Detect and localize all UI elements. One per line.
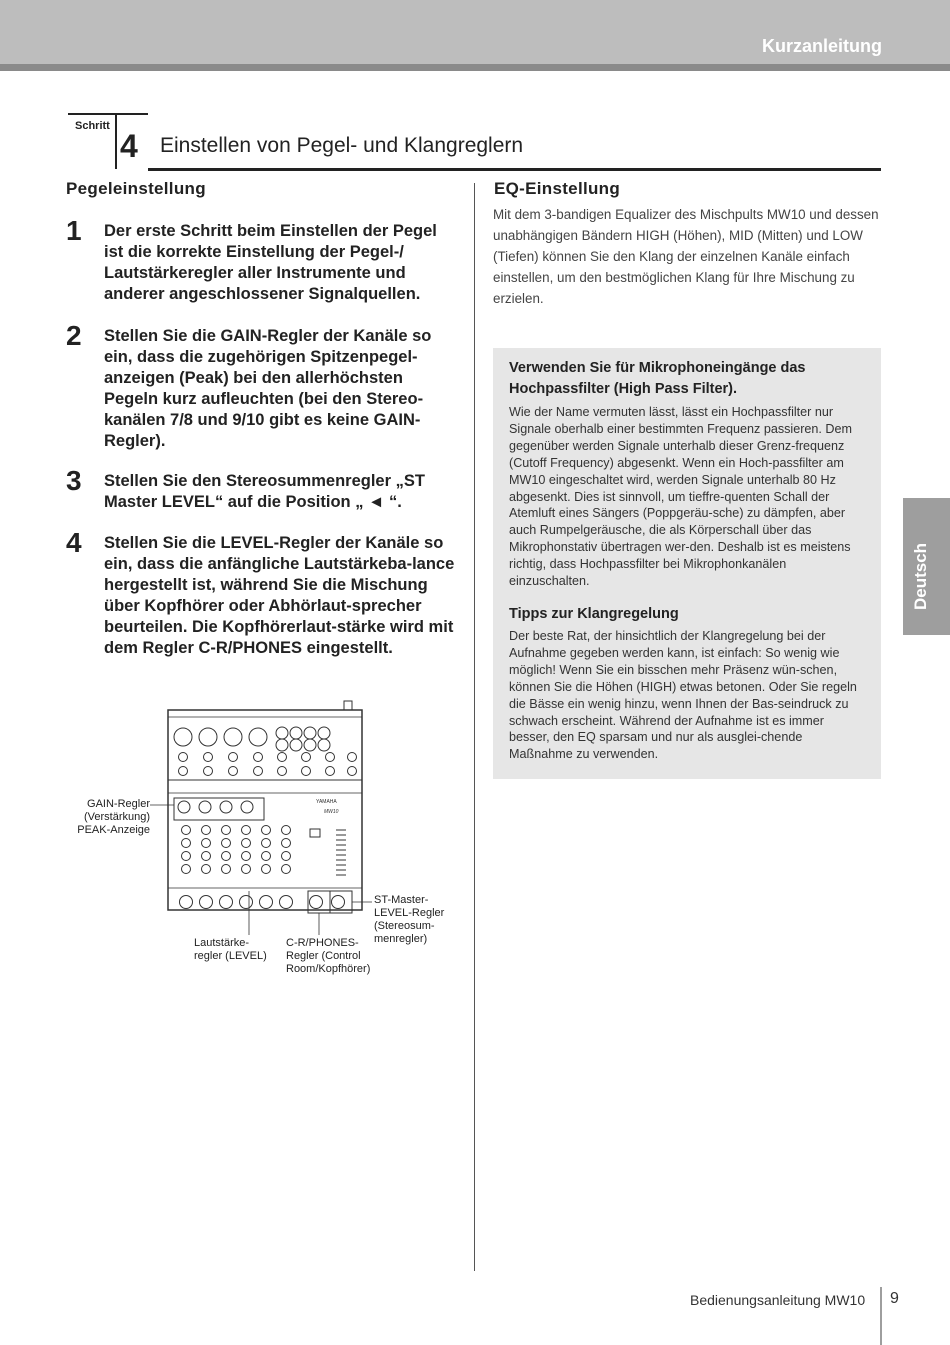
eq-heading: EQ-Einstellung xyxy=(494,179,621,198)
section-rule xyxy=(148,168,881,171)
column-divider xyxy=(474,183,475,1271)
header-stripe xyxy=(0,64,950,71)
step-2-text: Stellen Sie die GAIN-Regler der Kanäle so ein, dass die zugehörigen Spitzenpegel-anzeigen (Peak) bei den allerhöchsten Pegeln kurz aufleuchten (bei den Stereo-kanälen 7/8 und 9/10 gibt es keine GAIN-Regler). xyxy=(104,327,432,450)
callout-gain: GAIN-Regler (Verstärkung) PEAK-Anzeige xyxy=(77,798,150,836)
callout-st-master: ST-Master-LEVEL-Regler (Stereosum-menregler) xyxy=(374,894,445,945)
mixer-brand: YAMAHA xyxy=(316,799,337,805)
step-2-number: 2 xyxy=(66,320,82,351)
callout-level: Lautstärke-regler (LEVEL) xyxy=(194,937,267,962)
tip-heading-hpf: Verwenden Sie für Mikrophoneingänge das Hochpassfilter (High Pass Filter). xyxy=(509,360,806,397)
tip-text-eq: Der beste Rat, der hinsichtlich der Klangregelung bei der Aufnahme gegeben werden kann, ist einfach: So wenig wie möglich! Wenn Sie ein bisschen mehr Präsenz wün-schen, können Sie die Höhen (HIGH) etwas betonen. Oder Sie regeln die Bässe ein wenig hinzu, wenn Ihnen der Bas-seindruck zu schwach erscheint. Während der Aufnahme ist es immer besser, den EQ sparsam und nur als ausglei-chende Maßnahme zu verwenden. xyxy=(509,629,857,762)
step-1-number: 1 xyxy=(66,215,82,246)
eq-intro: Mit dem 3-bandigen Equalizer des Mischpults MW10 und dessen unabhängigen Bändern HIGH (Höhen), MID (Mitten) und LOW (Tiefen) können Sie den Klang der einzelnen Kanäle einfach einstellen, um den bestmöglichen Klang für Ihre Mischung zu erzielen. xyxy=(493,207,879,306)
schritt-label: Schritt xyxy=(75,120,110,132)
page-number: 9 xyxy=(890,1290,899,1307)
tip-heading-eq: Tipps zur Klangregelung xyxy=(509,606,679,622)
footer-rule xyxy=(880,1287,882,1345)
schritt-number: 4 xyxy=(120,128,138,164)
step-4-number: 4 xyxy=(66,527,82,558)
step-3-text: Stellen Sie den Stereosummenregler „ST Master LEVEL“ auf die Position „ ◄ “. xyxy=(104,472,425,511)
step-1-text: Der erste Schritt beim Einstellen der Pegel ist die korrekte Einstellung der Pegel-/ Lautstärkeregler aller Instrumente und anderer angeschlossener Signalquellen. xyxy=(104,222,437,303)
header-title: Kurzanleitung xyxy=(762,36,882,56)
footer-manual-title: Bedienungsanleitung MW10 xyxy=(690,1292,866,1308)
section-title: Einstellen von Pegel- und Klangreglern xyxy=(160,134,524,157)
pegel-heading: Pegeleinstellung xyxy=(66,179,206,198)
step-4-text: Stellen Sie die LEVEL-Regler der Kanäle so ein, dass die anfängliche Lautstärkeba-lance hergestellt ist, während Sie die Mischung über Kopfhörer oder Abhörlaut-sprecher beurteilen. Die Kopfhörerlaut-stärke wird mit dem Regler C-R/PHONES eingestellt. xyxy=(104,534,455,657)
step-3-number: 3 xyxy=(66,465,82,496)
callout-phones: C-R/PHONES-Regler (Control Room/Kopfhörer) xyxy=(286,937,371,975)
language-tab-label: Deutsch xyxy=(911,542,930,610)
tip-text-hpf: Wie der Name vermuten lässt, lässt ein Hochpassfilter nur Signale oberhalb einer bestimmten Frequenz passieren. Dem gegenüber werden Signale unterhalb dieser Grenz-frequenz (Cutoff Frequency) abgesenkt. Wenn ein Hoch-passfilter am MW10 eingeschaltet wird, werden Signale unterhalb 80 Hz abgesenkt. Dies ist sinnvoll, um tieffre-quenten Schall der Atemluft eines Sängers (Poppgeräu-sche) zu dämpfen, aber auch Rumpelgeräusche, die als Körperschall über das Mikrophonstativ übertragen wer-den. Deshalb ist es meistens richtig, dass Hochpassfilter bei Mikrophonkanälen einzuschalten. xyxy=(509,405,853,589)
mixer-model: MW10 xyxy=(324,809,339,815)
